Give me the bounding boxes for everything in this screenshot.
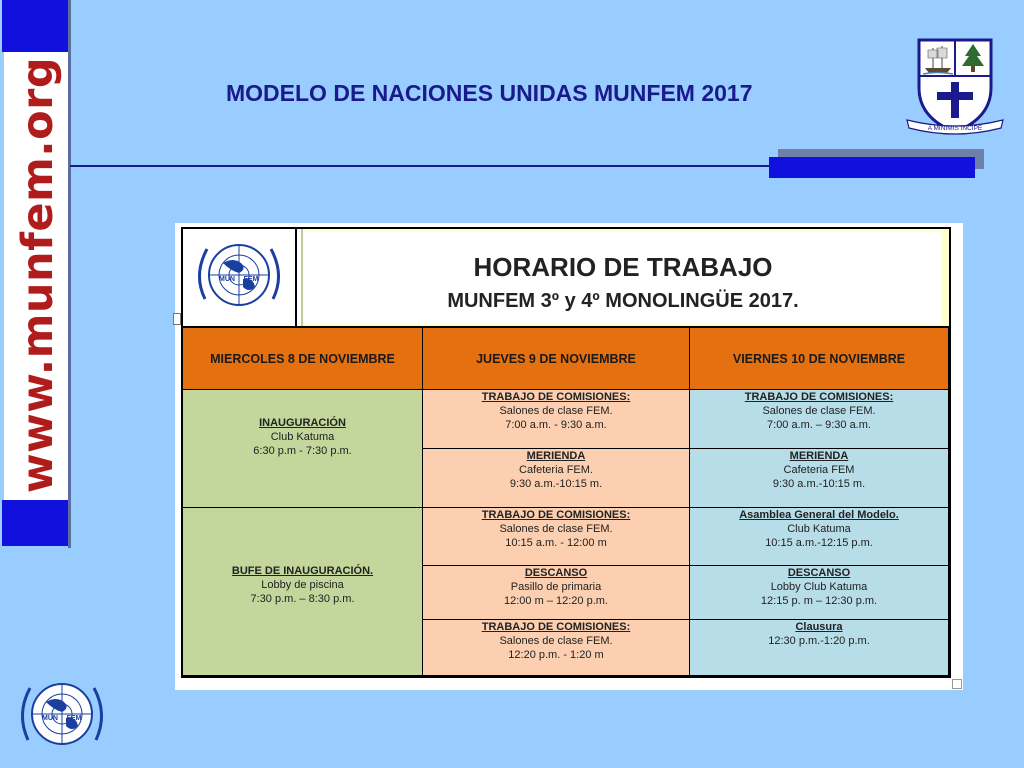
slide-title: MODELO DE NACIONES UNIDAS MUNFEM 2017 [226, 80, 753, 106]
day-header-wednesday: MIERCOLES 8 DE NOVIEMBRE [183, 328, 423, 390]
schedule-title: HORARIO DE TRABAJO [473, 252, 773, 282]
friday-event: TRABAJO DE COMISIONES: Salones de clase FEM. 7:00 a.m. – 9:30 a.m. [690, 390, 949, 449]
wednesday-event: INAUGURACIÓN Club Katuma 6:30 p.m - 7:30 p.m. [183, 390, 423, 508]
row-marker-icon [173, 313, 181, 325]
sidebar-blue-block-bottom [2, 500, 68, 546]
thursday-event: TRABAJO DE COMISIONES: Salones de clase FEM. 10:15 a.m. - 12:00 m [423, 508, 690, 566]
crest-motto: A MINIMIS INCIPE [927, 125, 983, 132]
thursday-event: TRABAJO DE COMISIONES: Salones de clase FEM. 12:20 p.m. - 1:20 m [423, 620, 690, 676]
sidebar-blue-block-top [2, 0, 68, 52]
un-emblem-icon [183, 229, 295, 327]
friday-event: MERIENDA Cafeteria FEM 9:30 a.m.-10:15 m. [690, 449, 949, 508]
wednesday-event: BUFE DE INAUGURACIÓN. Lobby de piscina 7:30 p.m. – 8:30 p.m. [183, 508, 423, 676]
thursday-event: MERIENDA Cafeteria FEM. 9:30 a.m.-10:15 m. [423, 449, 690, 508]
sidebar-shadow [68, 0, 71, 548]
friday-event: DESCANSO Lobby Club Katuma 12:15 p. m – 12:30 p.m. [690, 566, 949, 620]
svg-text:MUN: MUN [219, 276, 235, 283]
friday-event: Clausura 12:30 p.m.-1:20 p.m. [690, 620, 949, 676]
thursday-event: DESCANSO Pasillo de primaria 12:00 m – 12:20 p.m. [423, 566, 690, 620]
day-header-thursday: JUEVES 9 DE NOVIEMBRE [423, 328, 690, 390]
svg-text:MUN: MUN [42, 715, 58, 722]
schedule-subtitle: MUNFEM 3º y 4º MONOLINGÜE 2017. [447, 290, 799, 312]
schedule-logo-cell [183, 229, 297, 327]
resize-handle-icon [952, 679, 962, 689]
title-divider [70, 165, 775, 167]
day-header-friday: VIERNES 10 DE NOVIEMBRE [690, 328, 949, 390]
svg-text:FEM: FEM [243, 276, 259, 283]
accent-bar [769, 157, 975, 178]
schedule-grid [183, 328, 949, 676]
school-crest-icon [905, 36, 1005, 138]
schedule-header-inner [304, 232, 942, 324]
friday-event: Asamblea General del Modelo. Club Katuma 10:15 a.m.-12:15 p.m. [690, 508, 949, 566]
un-emblem-icon [10, 672, 114, 764]
svg-text:FEM: FEM [66, 715, 82, 722]
thursday-event: TRABAJO DE COMISIONES: Salones de clase FEM. 7:00 a.m. - 9:30 a.m. [423, 390, 690, 449]
website-url-text: www.munfem.org [13, 56, 63, 494]
